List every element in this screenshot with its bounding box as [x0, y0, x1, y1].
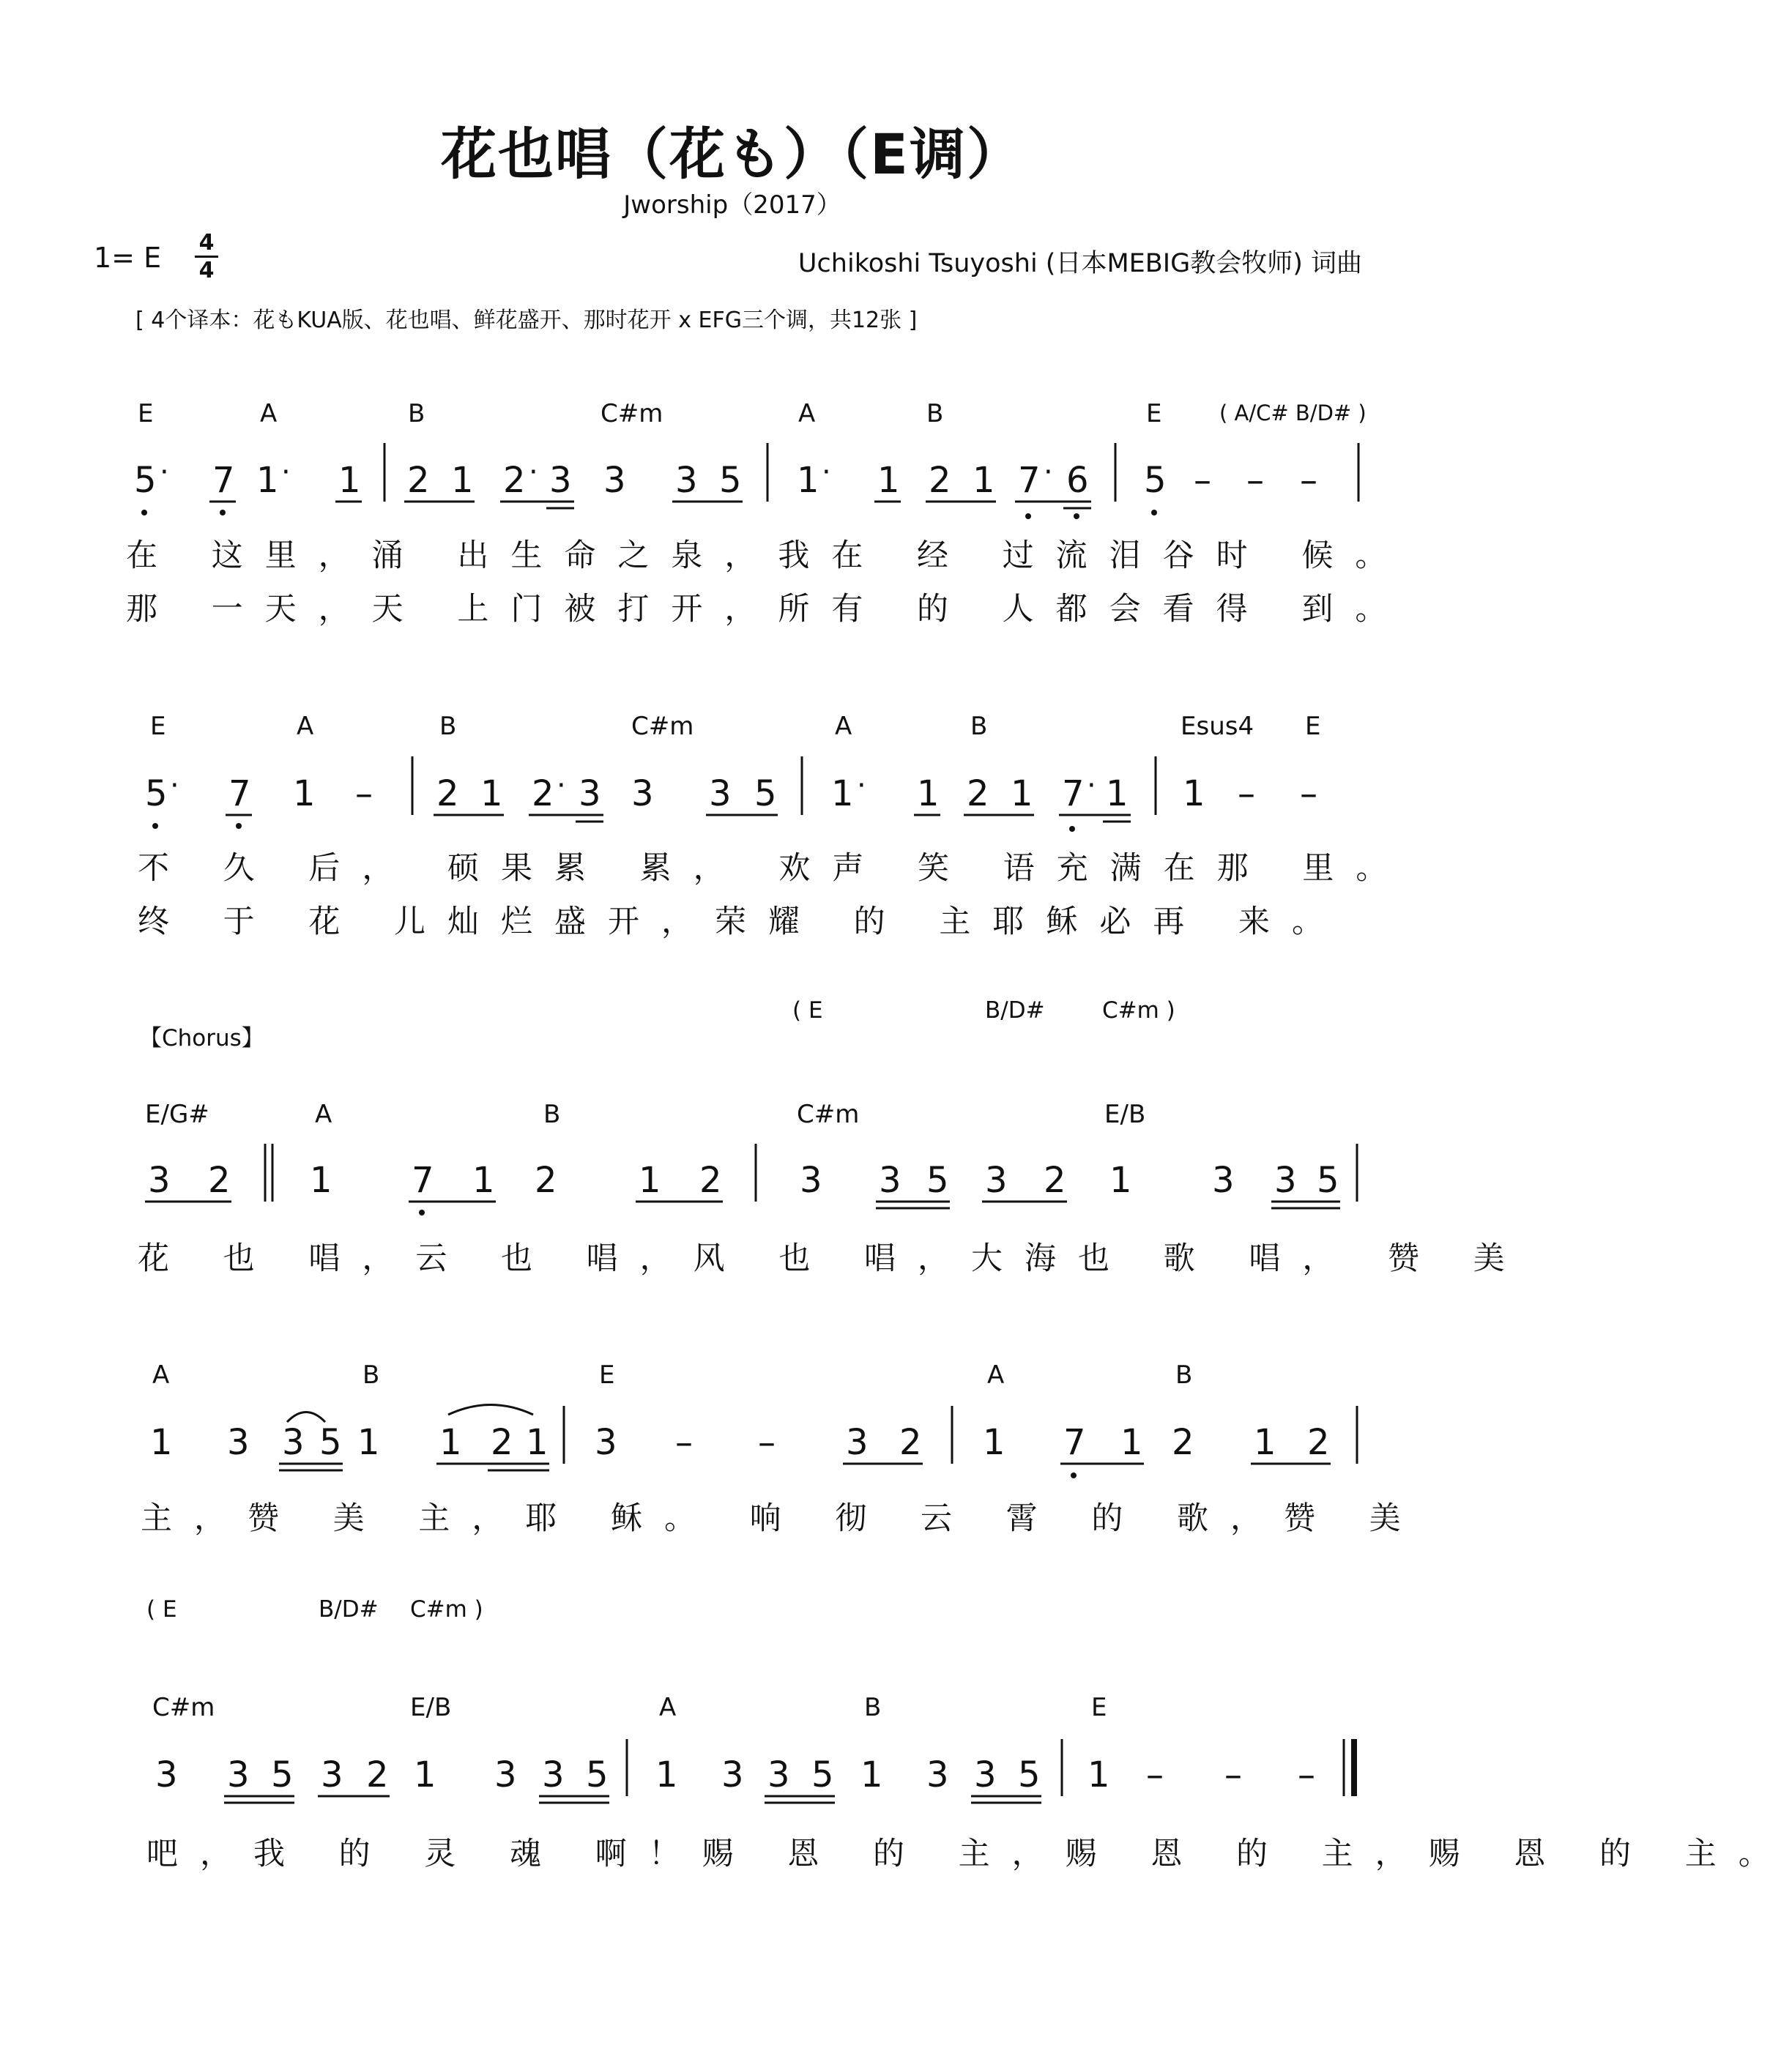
svg-text:·: ·	[1044, 455, 1053, 489]
key-signature: 1= E	[94, 242, 162, 274]
lyric-line: 终 于 花 儿灿烂盛开，荣耀 的 主耶稣必再 来。	[138, 904, 1346, 940]
svg-text:7: 7	[412, 1160, 434, 1201]
author-credit: Uchikoshi Tsuyoshi (日本MEBIG教会牧师) 词曲	[798, 249, 1362, 278]
svg-text:5: 5	[145, 773, 168, 814]
svg-text:·: ·	[170, 769, 179, 803]
svg-text:3: 3	[675, 460, 698, 501]
svg-text:3: 3	[1274, 1160, 1297, 1201]
svg-text:3: 3	[603, 460, 626, 501]
final-barline	[1351, 1739, 1357, 1796]
svg-text:–: –	[355, 773, 373, 814]
svg-text:3: 3	[549, 460, 572, 501]
svg-text:–: –	[758, 1422, 776, 1463]
system-4-notes	[150, 1422, 1330, 1463]
lyric-line: 花 也 唱，云 也 唱，风 也 唱，大海也 歌 唱， 赞 美	[138, 1240, 1527, 1277]
svg-text:2: 2	[899, 1422, 922, 1463]
svg-text:1: 1	[983, 1422, 1005, 1463]
svg-text:2: 2	[967, 773, 989, 814]
svg-text:2: 2	[1172, 1422, 1194, 1463]
svg-text:3: 3	[985, 1160, 1008, 1201]
svg-text:3: 3	[846, 1422, 869, 1463]
svg-text:5: 5	[1018, 1754, 1041, 1795]
svg-text:1: 1	[797, 460, 819, 501]
svg-text:1: 1	[831, 773, 854, 814]
chord: A	[315, 1100, 332, 1129]
svg-text:·: ·	[281, 455, 291, 489]
svg-text:5: 5	[754, 773, 777, 814]
alt-chord: ( E	[792, 997, 823, 1024]
chord: C#m	[797, 1100, 860, 1129]
svg-text:2: 2	[208, 1160, 231, 1201]
svg-text:–: –	[1194, 460, 1211, 501]
svg-text:1: 1	[860, 1754, 883, 1795]
system-1-dots	[141, 510, 1157, 519]
system-5-notes	[155, 1754, 1315, 1795]
translation-note: [ 4个译本：花もKUA版、花也唱、鲜花盛开、那时花开 x EFG三个调，共12张 ]	[135, 308, 918, 333]
system-1-notes	[134, 455, 1317, 501]
system-2-notes	[145, 769, 1317, 814]
svg-text:6: 6	[1066, 460, 1089, 501]
alt-chord: C#m )	[1102, 997, 1175, 1024]
svg-text:3: 3	[879, 1160, 901, 1201]
svg-text:1: 1	[1106, 773, 1129, 814]
chorus-label: 【Chorus】	[139, 1025, 264, 1051]
svg-text:2: 2	[407, 460, 430, 501]
svg-text:3: 3	[227, 1422, 250, 1463]
svg-text:3: 3	[1212, 1160, 1235, 1201]
chord: B	[363, 1360, 380, 1390]
chord: B	[1175, 1360, 1193, 1390]
svg-text:–: –	[1298, 1754, 1315, 1795]
chord: A	[798, 399, 816, 428]
svg-text:1: 1	[357, 1422, 380, 1463]
svg-text:3: 3	[709, 773, 732, 814]
lyric-line: 那 一天，天 上门被打开，所有 的 人都会看得 到。	[126, 591, 1409, 628]
lyric-line: 主，赞 美 主，耶 稣。 响 彻 云 霄 的 歌，赞 美	[141, 1500, 1423, 1537]
svg-text:1: 1	[150, 1422, 173, 1463]
chord: B	[926, 399, 944, 428]
alt-chord: C#m )	[410, 1596, 483, 1623]
svg-text:7: 7	[1062, 773, 1085, 814]
svg-text:7: 7	[1063, 1422, 1086, 1463]
svg-text:2: 2	[436, 773, 459, 814]
chord: A	[297, 712, 314, 741]
chord: E/B	[410, 1693, 452, 1722]
svg-text:1: 1	[480, 773, 503, 814]
time-signature-top: 4	[198, 230, 215, 256]
svg-text:1: 1	[973, 460, 995, 501]
svg-text:3: 3	[494, 1754, 517, 1795]
svg-text:·: ·	[160, 455, 169, 489]
chord: E	[150, 712, 166, 741]
svg-text:1: 1	[526, 1422, 549, 1463]
svg-text:7: 7	[1018, 460, 1041, 501]
svg-text:2: 2	[699, 1160, 722, 1201]
system-1-lines	[209, 443, 1358, 508]
svg-text:2: 2	[532, 773, 554, 814]
chord: C#m	[152, 1693, 215, 1722]
svg-text:·: ·	[529, 455, 538, 489]
svg-text:–: –	[1246, 460, 1264, 501]
chord: B	[970, 712, 988, 741]
svg-text:1: 1	[1254, 1422, 1276, 1463]
chord: B	[439, 712, 457, 741]
svg-text:3: 3	[595, 1422, 617, 1463]
svg-text:–: –	[675, 1422, 693, 1463]
svg-text:3: 3	[227, 1754, 250, 1795]
chord: B	[408, 399, 425, 428]
svg-text:1: 1	[451, 460, 474, 501]
chord: A	[152, 1360, 170, 1390]
svg-text:3: 3	[155, 1754, 178, 1795]
svg-text:1: 1	[917, 773, 940, 814]
lyric-line: 不 久 后， 硕果累 累， 欢声 笑 语充满在那 里。	[138, 850, 1410, 887]
svg-text:2: 2	[366, 1754, 389, 1795]
chord: A	[659, 1693, 677, 1722]
svg-text:1: 1	[256, 460, 279, 501]
system-2-dots	[152, 823, 1075, 832]
svg-text:5: 5	[926, 1160, 949, 1201]
alt-chord: B/D#	[319, 1596, 379, 1623]
svg-text:1: 1	[1011, 773, 1033, 814]
alt-chord: ( E	[146, 1596, 177, 1623]
song-subtitle: Jworship（2017）	[623, 190, 841, 220]
svg-text:1: 1	[877, 460, 900, 501]
svg-text:7: 7	[228, 773, 251, 814]
svg-text:1: 1	[472, 1160, 495, 1201]
svg-text:3: 3	[579, 773, 601, 814]
chord: E	[599, 1360, 615, 1390]
svg-text:5: 5	[319, 1422, 342, 1463]
svg-text:1: 1	[639, 1160, 661, 1201]
svg-text:1: 1	[414, 1754, 436, 1795]
svg-text:5: 5	[271, 1754, 294, 1795]
chord: Esus4	[1181, 712, 1254, 741]
chord: A	[260, 399, 278, 428]
svg-text:–: –	[1224, 1754, 1242, 1795]
svg-text:·: ·	[557, 769, 566, 803]
svg-text:3: 3	[282, 1422, 305, 1463]
svg-text:–: –	[1300, 773, 1317, 814]
svg-text:7: 7	[212, 460, 235, 501]
svg-text:2: 2	[535, 1160, 557, 1201]
svg-text:3: 3	[800, 1160, 822, 1201]
system-3-dots	[419, 1210, 425, 1215]
svg-text:3: 3	[631, 773, 654, 814]
system-4-dots	[1071, 1473, 1077, 1478]
lyric-line: 吧，我 的 灵 魂 啊！赐 恩 的 主，赐 恩 的 主，赐 恩 的 主。	[146, 1836, 1792, 1872]
svg-text:–: –	[1238, 773, 1255, 814]
svg-text:1: 1	[1088, 1754, 1110, 1795]
svg-text:5: 5	[1144, 460, 1167, 501]
svg-text:3: 3	[148, 1160, 171, 1201]
svg-text:–: –	[1300, 460, 1317, 501]
svg-text:1: 1	[1109, 1160, 1132, 1201]
lyric-line: 在 这里，涌 出生命之泉，我在 经 过流泪谷时 候。	[126, 537, 1409, 574]
svg-text:5: 5	[134, 460, 157, 501]
svg-text:5: 5	[811, 1754, 834, 1795]
svg-text:3: 3	[767, 1754, 790, 1795]
chord: B	[864, 1693, 882, 1722]
svg-text:1: 1	[293, 773, 316, 814]
svg-text:2: 2	[491, 1422, 513, 1463]
chord: C#m	[601, 399, 663, 428]
svg-text:–: –	[1146, 1754, 1164, 1795]
svg-text:3: 3	[974, 1754, 997, 1795]
alt-chord: B/D#	[985, 997, 1045, 1024]
chord: A	[835, 712, 852, 741]
chord: C#m	[631, 712, 694, 741]
svg-text:2: 2	[929, 460, 951, 501]
song-title: 花也唱（花も）（E调）	[441, 122, 1024, 187]
chord: E	[1146, 399, 1162, 428]
svg-text:·: ·	[857, 769, 866, 803]
svg-text:1: 1	[439, 1422, 462, 1463]
svg-text:1: 1	[1183, 773, 1205, 814]
svg-text:1: 1	[310, 1160, 332, 1201]
svg-text:5: 5	[719, 460, 742, 501]
svg-text:2: 2	[1307, 1422, 1330, 1463]
svg-text:1: 1	[655, 1754, 678, 1795]
chord: E/B	[1104, 1100, 1146, 1129]
svg-text:5: 5	[1317, 1160, 1339, 1201]
svg-text:1: 1	[1120, 1422, 1143, 1463]
svg-text:3: 3	[926, 1754, 949, 1795]
svg-text:·: ·	[822, 455, 831, 489]
time-signature-bottom: 4	[198, 258, 215, 283]
svg-text:2: 2	[1044, 1160, 1066, 1201]
chord: B	[543, 1100, 561, 1129]
svg-text:3: 3	[321, 1754, 343, 1795]
system-3-notes	[148, 1160, 1339, 1201]
chord: A	[987, 1360, 1005, 1390]
chord: E/G#	[145, 1100, 209, 1129]
chord: E	[138, 399, 154, 428]
chord: ( A/C# B/D# )	[1219, 401, 1367, 425]
chord: E	[1091, 1693, 1107, 1722]
svg-text:3: 3	[542, 1754, 565, 1795]
svg-text:3: 3	[721, 1754, 744, 1795]
chord: E	[1305, 712, 1321, 741]
svg-text:5: 5	[586, 1754, 609, 1795]
svg-text:1: 1	[338, 460, 361, 501]
svg-text:2: 2	[503, 460, 526, 501]
svg-text:·: ·	[1087, 769, 1096, 803]
